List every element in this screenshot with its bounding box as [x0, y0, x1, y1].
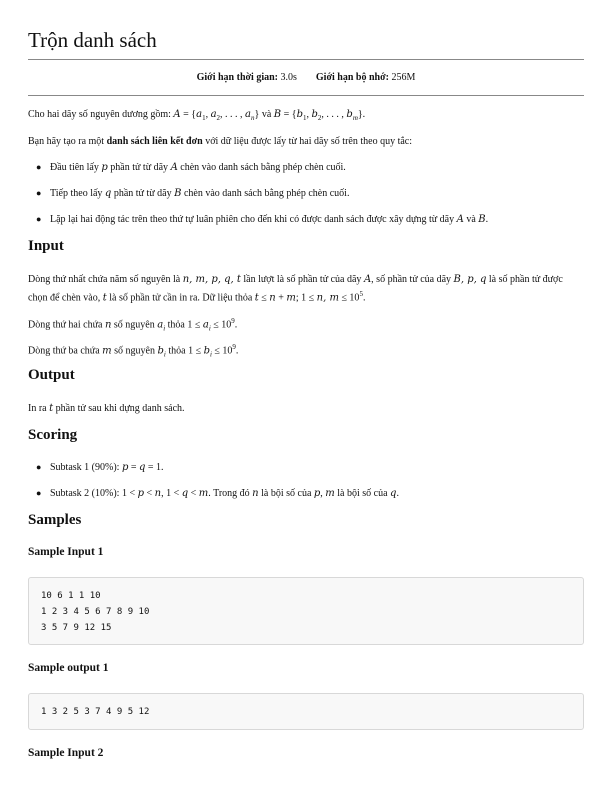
- page-title: Trộn danh sách: [28, 28, 157, 52]
- sample-input-1-box: [28, 577, 584, 645]
- limits-divider: [28, 95, 584, 96]
- input-line-3: Dòng thứ hai chứa n số nguyên $a_i$ thỏa $1 \le a_i \le 10^9$.: [28, 317, 238, 333]
- input-heading: Input: [28, 238, 64, 254]
- memory-limit-label: Giới hạn bộ nhớ:: [315, 72, 389, 83]
- input-line-2: chọn để chèn vào, t là số phần tử cần in ra. Dữ liệu thỏa t ≤ n + m; 1 ≤ n, $m \le 10^5$.: [28, 290, 366, 304]
- rule-item-2: ● Tiếp theo lấy q phần tử từ dãy B chèn vào danh sách bằng phép chèn cuối.: [36, 188, 350, 199]
- sample-output-1-box: [28, 693, 584, 730]
- sample-input-1-code: [41, 588, 149, 636]
- subtask-2: ● Subtask 2 (10%): 1 < p < n, 1 < q < m. Trong đó n là bội số của p, m là bội số của q.: [36, 488, 399, 499]
- sample-input-2-label: Sample Input 2: [28, 747, 104, 759]
- scoring-heading: Scoring: [28, 427, 78, 443]
- code-line: 1 3 2 5 3 7 4 9 5 12: [41, 707, 150, 717]
- code-line: 3 5 7 9 12 15: [41, 623, 112, 633]
- linked-list-term: danh sách liên kết đơn: [106, 136, 203, 147]
- time-limit-value: 3.0s: [280, 72, 297, 83]
- task-paragraph: Bạn hãy tạo ra một danh sách liên kết đơn với dữ liệu được lấy từ hai dãy số trên theo quy tắc:: [28, 136, 413, 147]
- sample-input-1-label: Sample Input 1: [28, 546, 104, 558]
- subtask-1: ● Subtask 1 (90%): p = q = 1.: [36, 462, 164, 473]
- input-line-1: Dòng thứ nhất chứa năm số nguyên là n, m, p, q, t lần lượt là số phần tử của dãy A, số phần tử của dãy B, p, q là số phần tử được: [28, 274, 563, 285]
- sample-output-1-label: Sample output 1: [28, 662, 109, 674]
- code-line: 1 2 3 4 5 6 7 8 9 10: [41, 607, 150, 617]
- output-line-1: In ra t phần tử sau khi dựng danh sách.: [28, 403, 185, 414]
- time-limit-label: Giới hạn thời gian:: [196, 72, 278, 83]
- input-line-4: Dòng thứ ba chứa m số nguyên $b_i$ thỏa $1 \le b_i \le 10^9$.: [28, 343, 239, 359]
- limits-bar: [28, 72, 584, 83]
- code-line: 10 6 1 1 10: [41, 591, 101, 601]
- title-divider: [28, 59, 584, 60]
- memory-limit-value: 256M: [391, 72, 416, 83]
- rule-item-1: ● Đầu tiên lấy p phần tử từ dãy A chèn vào danh sách bằng phép chèn cuối.: [36, 162, 346, 173]
- samples-heading: Samples: [28, 512, 82, 528]
- intro-paragraph: Cho hai dãy số nguyên dương gồm: $A = \{a_1$, $a_2$, . . . , $a_n$} và $B = \{b_1$, $b_2$, . . . , $b_m$}.: [28, 109, 366, 122]
- sample-output-1-code: [41, 704, 149, 720]
- output-heading: Output: [28, 367, 75, 383]
- rule-item-3: ● Lặp lại hai động tác trên theo thứ tự luân phiên cho đến khi có được danh sách được xây dựng từ dãy A và B.: [36, 214, 489, 225]
